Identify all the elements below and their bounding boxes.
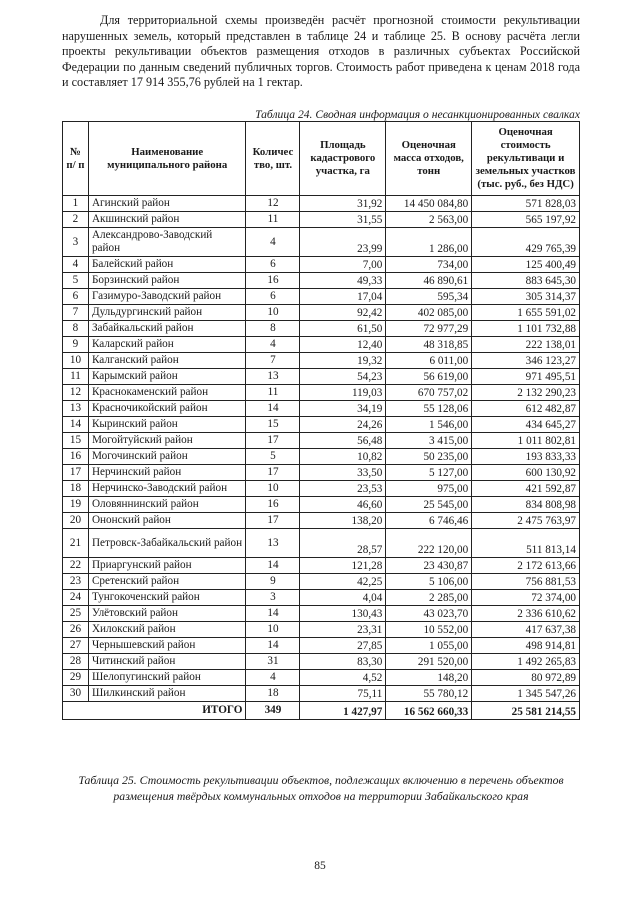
plot-area: 33,50 bbox=[300, 465, 386, 481]
row-number: 13 bbox=[63, 401, 89, 417]
district-name: Калганский район bbox=[88, 353, 246, 369]
district-name: Газимуро-Заводский район bbox=[88, 289, 246, 305]
dump-count: 10 bbox=[246, 305, 300, 321]
waste-mass: 975,00 bbox=[386, 481, 472, 497]
table-row bbox=[63, 513, 580, 529]
row-number: 29 bbox=[63, 670, 89, 686]
waste-mass: 25 545,00 bbox=[386, 497, 472, 513]
waste-mass: 6 011,00 bbox=[386, 353, 472, 369]
page-number: 85 bbox=[314, 860, 326, 872]
district-name: Оловяннинский район bbox=[88, 497, 246, 513]
dump-count: 14 bbox=[246, 558, 300, 574]
plot-area: 12,40 bbox=[300, 337, 386, 353]
reclamation-cost: 193 833,33 bbox=[472, 449, 580, 465]
reclamation-cost: 2 172 613,66 bbox=[472, 558, 580, 574]
row-number: 23 bbox=[63, 574, 89, 590]
table-row bbox=[63, 353, 580, 369]
header-name: Наименование муниципального района bbox=[88, 122, 246, 196]
waste-mass: 402 085,00 bbox=[386, 305, 472, 321]
header-mass: Оценочная масса отходов, тонн bbox=[386, 122, 472, 196]
plot-area: 23,99 bbox=[300, 228, 386, 257]
dump-count: 16 bbox=[246, 273, 300, 289]
dump-count: 14 bbox=[246, 401, 300, 417]
reclamation-cost: 1 345 547,26 bbox=[472, 686, 580, 702]
row-number: 15 bbox=[63, 433, 89, 449]
table-row bbox=[63, 449, 580, 465]
row-number: 24 bbox=[63, 590, 89, 606]
row-number: 27 bbox=[63, 638, 89, 654]
reclamation-cost: 346 123,27 bbox=[472, 353, 580, 369]
district-name: Каларский район bbox=[88, 337, 246, 353]
table-row bbox=[63, 558, 580, 574]
waste-mass: 2 563,00 bbox=[386, 212, 472, 228]
reclamation-cost: 434 645,27 bbox=[472, 417, 580, 433]
dump-count: 13 bbox=[246, 369, 300, 385]
dump-count: 15 bbox=[246, 417, 300, 433]
waste-mass: 148,20 bbox=[386, 670, 472, 686]
intro-paragraph bbox=[62, 13, 580, 91]
reclamation-cost: 834 808,98 bbox=[472, 497, 580, 513]
table-row bbox=[63, 481, 580, 497]
row-number: 10 bbox=[63, 353, 89, 369]
table-row bbox=[63, 369, 580, 385]
row-number: 5 bbox=[63, 273, 89, 289]
dump-count: 9 bbox=[246, 574, 300, 590]
plot-area: 138,20 bbox=[300, 513, 386, 529]
table-row bbox=[63, 257, 580, 273]
dump-count: 14 bbox=[246, 606, 300, 622]
plot-area: 42,25 bbox=[300, 574, 386, 590]
dump-count: 12 bbox=[246, 196, 300, 212]
dump-count: 31 bbox=[246, 654, 300, 670]
table-row bbox=[63, 686, 580, 702]
table-row bbox=[63, 385, 580, 401]
dump-count: 18 bbox=[246, 686, 300, 702]
district-name: Могойтуйский район bbox=[88, 433, 246, 449]
waste-mass: 1 546,00 bbox=[386, 417, 472, 433]
row-number: 28 bbox=[63, 654, 89, 670]
table25-caption: Таблица 25. Стоимость рекультивации объектов, подлежащих включению в перечень объектов размещения твёрдых коммунальных отходов на территории Забайкальского края bbox=[78, 773, 564, 803]
reclamation-cost: 72 374,00 bbox=[472, 590, 580, 606]
district-name: Карымский район bbox=[88, 369, 246, 385]
header-count: Количес тво, шт. bbox=[246, 122, 300, 196]
row-number: 4 bbox=[63, 257, 89, 273]
plot-area: 92,42 bbox=[300, 305, 386, 321]
row-number: 8 bbox=[63, 321, 89, 337]
table-header-row bbox=[63, 122, 580, 196]
waste-mass: 595,34 bbox=[386, 289, 472, 305]
total-mass: 16 562 660,33 bbox=[386, 702, 472, 720]
dump-count: 14 bbox=[246, 638, 300, 654]
reclamation-cost: 417 637,38 bbox=[472, 622, 580, 638]
dump-count: 11 bbox=[246, 385, 300, 401]
table-row bbox=[63, 337, 580, 353]
district-name: Шелопугинский район bbox=[88, 670, 246, 686]
district-name: Агинский район bbox=[88, 196, 246, 212]
row-number: 22 bbox=[63, 558, 89, 574]
plot-area: 23,31 bbox=[300, 622, 386, 638]
reclamation-cost: 2 132 290,23 bbox=[472, 385, 580, 401]
dump-count: 10 bbox=[246, 622, 300, 638]
waste-mass: 48 318,85 bbox=[386, 337, 472, 353]
waste-mass: 14 450 084,80 bbox=[386, 196, 472, 212]
table-body bbox=[63, 196, 580, 702]
reclamation-cost: 971 495,51 bbox=[472, 369, 580, 385]
district-name: Чернышевский район bbox=[88, 638, 246, 654]
reclamation-cost: 1 655 591,02 bbox=[472, 305, 580, 321]
landfill-summary-table bbox=[62, 121, 580, 720]
reclamation-cost: 80 972,89 bbox=[472, 670, 580, 686]
header-num: № п/ п bbox=[63, 122, 89, 196]
total-area: 1 427,97 bbox=[300, 702, 386, 720]
table-row bbox=[63, 638, 580, 654]
plot-area: 24,26 bbox=[300, 417, 386, 433]
plot-area: 4,04 bbox=[300, 590, 386, 606]
waste-mass: 23 430,87 bbox=[386, 558, 472, 574]
plot-area: 121,28 bbox=[300, 558, 386, 574]
table-row bbox=[63, 606, 580, 622]
waste-mass: 43 023,70 bbox=[386, 606, 472, 622]
district-name: Сретенский район bbox=[88, 574, 246, 590]
waste-mass: 50 235,00 bbox=[386, 449, 472, 465]
district-name: Шилкинский район bbox=[88, 686, 246, 702]
reclamation-cost: 571 828,03 bbox=[472, 196, 580, 212]
reclamation-cost: 2 475 763,97 bbox=[472, 513, 580, 529]
district-name: Ононский район bbox=[88, 513, 246, 529]
table-row bbox=[63, 196, 580, 212]
plot-area: 119,03 bbox=[300, 385, 386, 401]
plot-area: 27,85 bbox=[300, 638, 386, 654]
row-number: 21 bbox=[63, 529, 89, 558]
plot-area: 10,82 bbox=[300, 449, 386, 465]
district-name: Тунгокоченский район bbox=[88, 590, 246, 606]
dump-count: 6 bbox=[246, 289, 300, 305]
district-name: Борзинский район bbox=[88, 273, 246, 289]
reclamation-cost: 305 314,37 bbox=[472, 289, 580, 305]
table-row bbox=[63, 417, 580, 433]
plot-area: 46,60 bbox=[300, 497, 386, 513]
reclamation-cost: 511 813,14 bbox=[472, 529, 580, 558]
dump-count: 17 bbox=[246, 433, 300, 449]
district-name: Петровск-Забайкальский район bbox=[88, 529, 246, 558]
row-number: 17 bbox=[63, 465, 89, 481]
reclamation-cost: 429 765,39 bbox=[472, 228, 580, 257]
total-label: ИТОГО bbox=[63, 702, 246, 720]
waste-mass: 222 120,00 bbox=[386, 529, 472, 558]
plot-area: 23,53 bbox=[300, 481, 386, 497]
waste-mass: 56 619,00 bbox=[386, 369, 472, 385]
district-name: Хилокский район bbox=[88, 622, 246, 638]
district-name: Нерчинский район bbox=[88, 465, 246, 481]
district-name: Краснокаменский район bbox=[88, 385, 246, 401]
district-name: Красночикойский район bbox=[88, 401, 246, 417]
reclamation-cost: 125 400,49 bbox=[472, 257, 580, 273]
waste-mass: 10 552,00 bbox=[386, 622, 472, 638]
table-row bbox=[63, 529, 580, 558]
total-count: 349 bbox=[246, 702, 300, 720]
waste-mass: 291 520,00 bbox=[386, 654, 472, 670]
waste-mass: 1 286,00 bbox=[386, 228, 472, 257]
table-row bbox=[63, 212, 580, 228]
dump-count: 16 bbox=[246, 497, 300, 513]
row-number: 12 bbox=[63, 385, 89, 401]
total-row bbox=[63, 702, 580, 720]
dump-count: 5 bbox=[246, 449, 300, 465]
district-name: Читинский район bbox=[88, 654, 246, 670]
district-name: Нерчинско-Заводский район bbox=[88, 481, 246, 497]
row-number: 20 bbox=[63, 513, 89, 529]
dump-count: 17 bbox=[246, 465, 300, 481]
reclamation-cost: 498 914,81 bbox=[472, 638, 580, 654]
waste-mass: 5 106,00 bbox=[386, 574, 472, 590]
row-number: 2 bbox=[63, 212, 89, 228]
header-cost: Оценочная стоимость рекультиваци и земельных участков (тыс. руб., без НДС) bbox=[472, 122, 580, 196]
table-row bbox=[63, 273, 580, 289]
reclamation-cost: 1 011 802,81 bbox=[472, 433, 580, 449]
district-name: Улётовский район bbox=[88, 606, 246, 622]
dump-count: 4 bbox=[246, 337, 300, 353]
plot-area: 34,19 bbox=[300, 401, 386, 417]
row-number: 1 bbox=[63, 196, 89, 212]
row-number: 6 bbox=[63, 289, 89, 305]
reclamation-cost: 756 881,53 bbox=[472, 574, 580, 590]
plot-area: 19,32 bbox=[300, 353, 386, 369]
table-row bbox=[63, 622, 580, 638]
reclamation-cost: 600 130,92 bbox=[472, 465, 580, 481]
district-name: Балейский район bbox=[88, 257, 246, 273]
table24-caption: Таблица 24. Сводная информация о несанкционированных свалках bbox=[255, 108, 580, 121]
reclamation-cost: 883 645,30 bbox=[472, 273, 580, 289]
reclamation-cost: 1 101 732,88 bbox=[472, 321, 580, 337]
plot-area: 28,57 bbox=[300, 529, 386, 558]
plot-area: 31,92 bbox=[300, 196, 386, 212]
plot-area: 7,00 bbox=[300, 257, 386, 273]
plot-area: 75,11 bbox=[300, 686, 386, 702]
plot-area: 130,43 bbox=[300, 606, 386, 622]
table-row bbox=[63, 497, 580, 513]
plot-area: 56,48 bbox=[300, 433, 386, 449]
waste-mass: 55 780,12 bbox=[386, 686, 472, 702]
reclamation-cost: 222 138,01 bbox=[472, 337, 580, 353]
table-row bbox=[63, 590, 580, 606]
row-number: 3 bbox=[63, 228, 89, 257]
header-area: Площадь кадастрового участка, га bbox=[300, 122, 386, 196]
row-number: 14 bbox=[63, 417, 89, 433]
table-row bbox=[63, 305, 580, 321]
waste-mass: 2 285,00 bbox=[386, 590, 472, 606]
reclamation-cost: 421 592,87 bbox=[472, 481, 580, 497]
table-row bbox=[63, 465, 580, 481]
district-name: Кыринский район bbox=[88, 417, 246, 433]
total-cost: 25 581 214,55 bbox=[472, 702, 580, 720]
dump-count: 3 bbox=[246, 590, 300, 606]
reclamation-cost: 565 197,92 bbox=[472, 212, 580, 228]
table-row bbox=[63, 321, 580, 337]
district-name: Могочинский район bbox=[88, 449, 246, 465]
table-row bbox=[63, 289, 580, 305]
table-row bbox=[63, 670, 580, 686]
waste-mass: 3 415,00 bbox=[386, 433, 472, 449]
waste-mass: 55 128,06 bbox=[386, 401, 472, 417]
table-row bbox=[63, 433, 580, 449]
row-number: 16 bbox=[63, 449, 89, 465]
waste-mass: 670 757,02 bbox=[386, 385, 472, 401]
waste-mass: 734,00 bbox=[386, 257, 472, 273]
row-number: 9 bbox=[63, 337, 89, 353]
row-number: 25 bbox=[63, 606, 89, 622]
dump-count: 17 bbox=[246, 513, 300, 529]
reclamation-cost: 2 336 610,62 bbox=[472, 606, 580, 622]
dump-count: 13 bbox=[246, 529, 300, 558]
row-number: 18 bbox=[63, 481, 89, 497]
dump-count: 7 bbox=[246, 353, 300, 369]
row-number: 30 bbox=[63, 686, 89, 702]
district-name: Дульдургинский район bbox=[88, 305, 246, 321]
row-number: 7 bbox=[63, 305, 89, 321]
intro-text: Для территориальной схемы произведён расчёт прогнозной стоимости рекультивации нарушенных земель, который представлен в таблице 24 и таблице 25. В основу расчёта легли проекты рекультивации объектов размещения отходов в различных субъектах Российской Федерации по данным сведений публичных торгов. Стоимость работ приведена к ценам 2018 года и составляет 17 914 355,76 рублей на 1 гектар. bbox=[62, 13, 580, 90]
plot-area: 49,33 bbox=[300, 273, 386, 289]
dump-count: 4 bbox=[246, 670, 300, 686]
waste-mass: 72 977,29 bbox=[386, 321, 472, 337]
dump-count: 8 bbox=[246, 321, 300, 337]
table-row bbox=[63, 401, 580, 417]
table-row bbox=[63, 228, 580, 257]
reclamation-cost: 612 482,87 bbox=[472, 401, 580, 417]
waste-mass: 5 127,00 bbox=[386, 465, 472, 481]
row-number: 26 bbox=[63, 622, 89, 638]
row-number: 11 bbox=[63, 369, 89, 385]
district-name: Приаргунский район bbox=[88, 558, 246, 574]
plot-area: 31,55 bbox=[300, 212, 386, 228]
waste-mass: 1 055,00 bbox=[386, 638, 472, 654]
plot-area: 17,04 bbox=[300, 289, 386, 305]
dump-count: 4 bbox=[246, 228, 300, 257]
dump-count: 6 bbox=[246, 257, 300, 273]
reclamation-cost: 1 492 265,83 bbox=[472, 654, 580, 670]
plot-area: 4,52 bbox=[300, 670, 386, 686]
plot-area: 54,23 bbox=[300, 369, 386, 385]
district-name: Забайкальский район bbox=[88, 321, 246, 337]
plot-area: 83,30 bbox=[300, 654, 386, 670]
row-number: 19 bbox=[63, 497, 89, 513]
plot-area: 61,50 bbox=[300, 321, 386, 337]
waste-mass: 46 890,61 bbox=[386, 273, 472, 289]
dump-count: 10 bbox=[246, 481, 300, 497]
dump-count: 11 bbox=[246, 212, 300, 228]
district-name: Акшинский район bbox=[88, 212, 246, 228]
district-name: Александрово-Заводский район bbox=[88, 228, 246, 257]
table-row bbox=[63, 654, 580, 670]
table-row bbox=[63, 574, 580, 590]
waste-mass: 6 746,46 bbox=[386, 513, 472, 529]
